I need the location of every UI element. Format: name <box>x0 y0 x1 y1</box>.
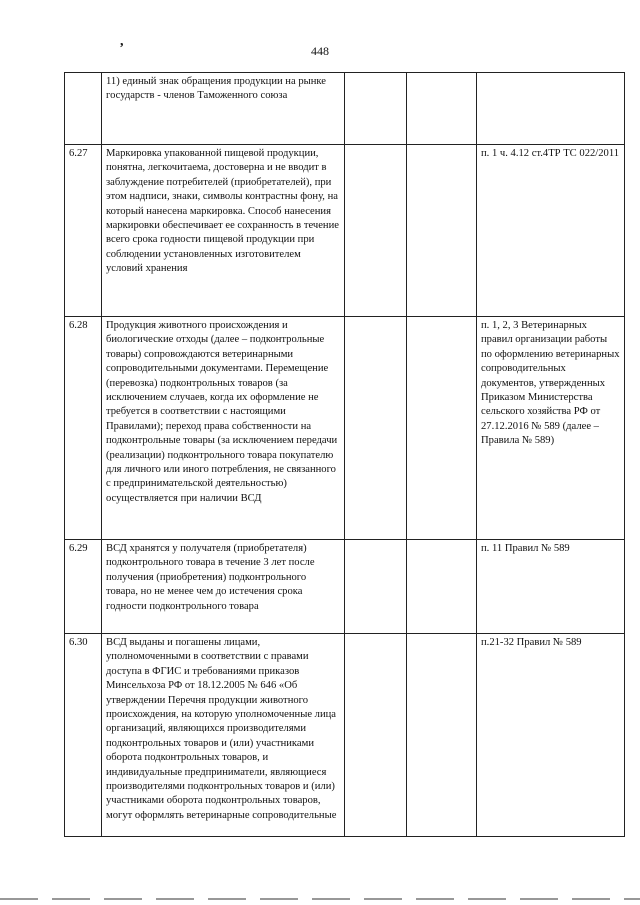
legal-reference <box>477 73 625 145</box>
stray-mark: , <box>120 34 124 49</box>
empty-cell <box>407 634 477 837</box>
legal-reference: п. 11 Правил № 589 <box>477 540 625 634</box>
scan-artifact-line <box>0 898 640 900</box>
requirement-text: ВСД выданы и погашены лицами, уполномоченными в соответствии с правами доступа в ФГИС и требованиями приказов Минсельхоза РФ от 18.12.2005 № 646 «Об утверждении Перечня продукции животного происхождения, на которую уполномоченные лица организаций, являющихся производителями подконтрольных товаров и (или) участниками оборота подконтрольных товаров, и индивидуальные предприниматели, являющиеся производителями подконтрольных товаров и (или) участниками оборота подконтрольных товаров, могут оформлять ветеринарные сопроводительные <box>102 634 345 837</box>
row-number: 6.27 <box>65 145 102 317</box>
requirement-text: ВСД хранятся у получателя (приобретателя) подконтрольного товара в течение 3 лет после получения (приобретения) подконтрольного товара, но не менее чем до истечения срока годности подконтрольного товара <box>102 540 345 634</box>
table-row <box>65 145 625 317</box>
table-row <box>65 317 625 540</box>
empty-cell <box>345 145 407 317</box>
row-number: 6.30 <box>65 634 102 837</box>
requirement-text: Продукция животного происхождения и биологические отходы (далее – подконтрольные товары) сопровождаются ветеринарными сопроводительными документами. Перемещение (перевозка) подконтрольных товаров (за исключением случаев, когда их оформление не требуется в соответствии с настоящими Правилами); переход права собственности на подконтрольные товары (за исключением передачи (реализации) подконтрольного товара покупателю для личного или иного потребления, не связанного с предпринимательской деятельностью) осуществляется при наличии ВСД <box>102 317 345 540</box>
empty-cell <box>407 73 477 145</box>
row-number <box>65 73 102 145</box>
row-number: 6.28 <box>65 317 102 540</box>
empty-cell <box>407 540 477 634</box>
empty-cell <box>407 317 477 540</box>
legal-reference: п.21-32 Правил № 589 <box>477 634 625 837</box>
table-row <box>65 73 625 145</box>
checklist-table <box>64 72 625 837</box>
row-number: 6.29 <box>65 540 102 634</box>
requirement-text: 11) единый знак обращения продукции на рынке государств - членов Таможенного союза <box>102 73 345 145</box>
empty-cell <box>345 317 407 540</box>
legal-reference: п. 1, 2, 3 Ветеринарных правил организации работы по оформлению ветеринарных сопроводительных документов, утвержденных Приказом Министерства сельского хозяйства РФ от 27.12.2016 № 589 (далее – Правила № 589) <box>477 317 625 540</box>
requirement-text: Маркировка упакованной пищевой продукции, понятна, легкочитаема, достоверна и не вводит в заблуждение потребителей (приобретателей), при этом надписи, знаки, символы контрастны фону, на который нанесена маркировка. Способ нанесения маркировки обеспечивает ее сохранность в течение всего срока годности пищевой продукции при соблюдении установленных изготовителем условий хранения <box>102 145 345 317</box>
empty-cell <box>345 73 407 145</box>
legal-reference: п. 1 ч. 4.12 ст.4ТР ТС 022/2011 <box>477 145 625 317</box>
empty-cell <box>345 634 407 837</box>
table-row <box>65 540 625 634</box>
empty-cell <box>345 540 407 634</box>
page-number: 448 <box>311 44 329 58</box>
empty-cell <box>407 145 477 317</box>
table-row <box>65 634 625 837</box>
